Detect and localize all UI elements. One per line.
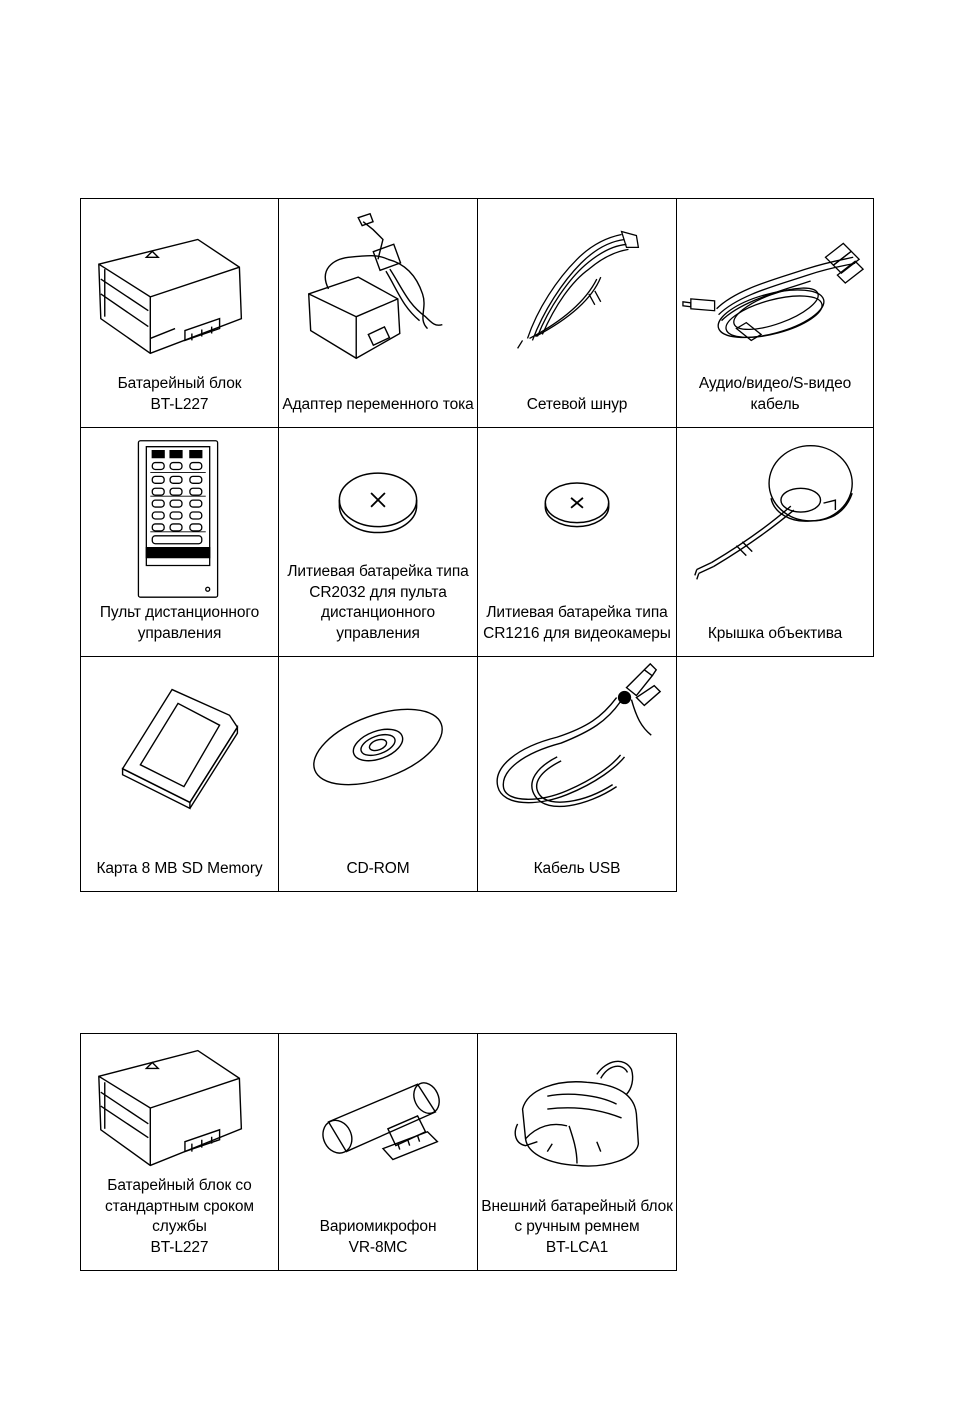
cell-power-cord xyxy=(477,198,677,428)
caption: Литиевая батарейка типа CR1216 для видеокамеры xyxy=(483,604,671,642)
external-battery-icon xyxy=(478,1034,676,1194)
caption: Карта 8 MB SD Memory xyxy=(96,859,263,877)
cell-lens-cap xyxy=(676,427,874,657)
cell-usb-cable xyxy=(477,656,677,892)
caption: Крышка объектива xyxy=(707,624,843,642)
caption: Литиевая батарейка типа CR2032 для пульта дистанционного управления xyxy=(287,563,469,642)
av-cable-icon xyxy=(677,199,873,369)
cell-cr1216 xyxy=(477,427,677,657)
caption: CD-ROM xyxy=(346,859,410,877)
coin-battery-small-icon xyxy=(478,428,676,543)
cell-ext-battery xyxy=(477,1033,677,1271)
battery-pack-icon xyxy=(81,199,278,369)
cell-remote xyxy=(80,427,279,657)
caption: Кабель USB xyxy=(533,859,621,877)
caption: Пульт дистанционного управления xyxy=(99,604,260,642)
caption: Аудио/видео/S-видео кабель xyxy=(698,375,852,413)
caption: Батарейный блок со стандартным сроком службы BT-L227 xyxy=(105,1177,254,1256)
cell-av-cable xyxy=(676,198,874,428)
usb-cable-icon xyxy=(478,657,676,842)
cd-rom-icon xyxy=(279,657,477,832)
ac-adapter-icon xyxy=(279,199,477,374)
cell-battery xyxy=(80,198,279,428)
caption: Внешний батарейный блок с ручным ремнем BT-LCA1 xyxy=(481,1197,673,1256)
coin-battery-icon xyxy=(279,428,477,548)
cell-zoom-mic xyxy=(278,1033,478,1271)
caption: Батарейный блок BT-L227 xyxy=(117,375,242,413)
cell-cr2032 xyxy=(278,427,478,657)
zoom-microphone-icon xyxy=(279,1034,477,1184)
cell-cd-rom xyxy=(278,656,478,892)
cell-ac-adapter xyxy=(278,198,478,428)
remote-control-icon xyxy=(81,428,278,603)
battery-pack-icon xyxy=(81,1034,278,1184)
power-cord-icon xyxy=(478,199,676,374)
lens-cap-icon xyxy=(677,428,873,603)
cell-sd-card xyxy=(80,656,279,892)
caption: Вариомикрофон VR-8MC xyxy=(319,1218,437,1256)
caption: Сетевой шнур xyxy=(526,395,628,413)
cell-battery-std xyxy=(80,1033,279,1271)
caption: Адаптер переменного тока xyxy=(282,395,474,413)
sd-card-icon xyxy=(81,657,278,832)
